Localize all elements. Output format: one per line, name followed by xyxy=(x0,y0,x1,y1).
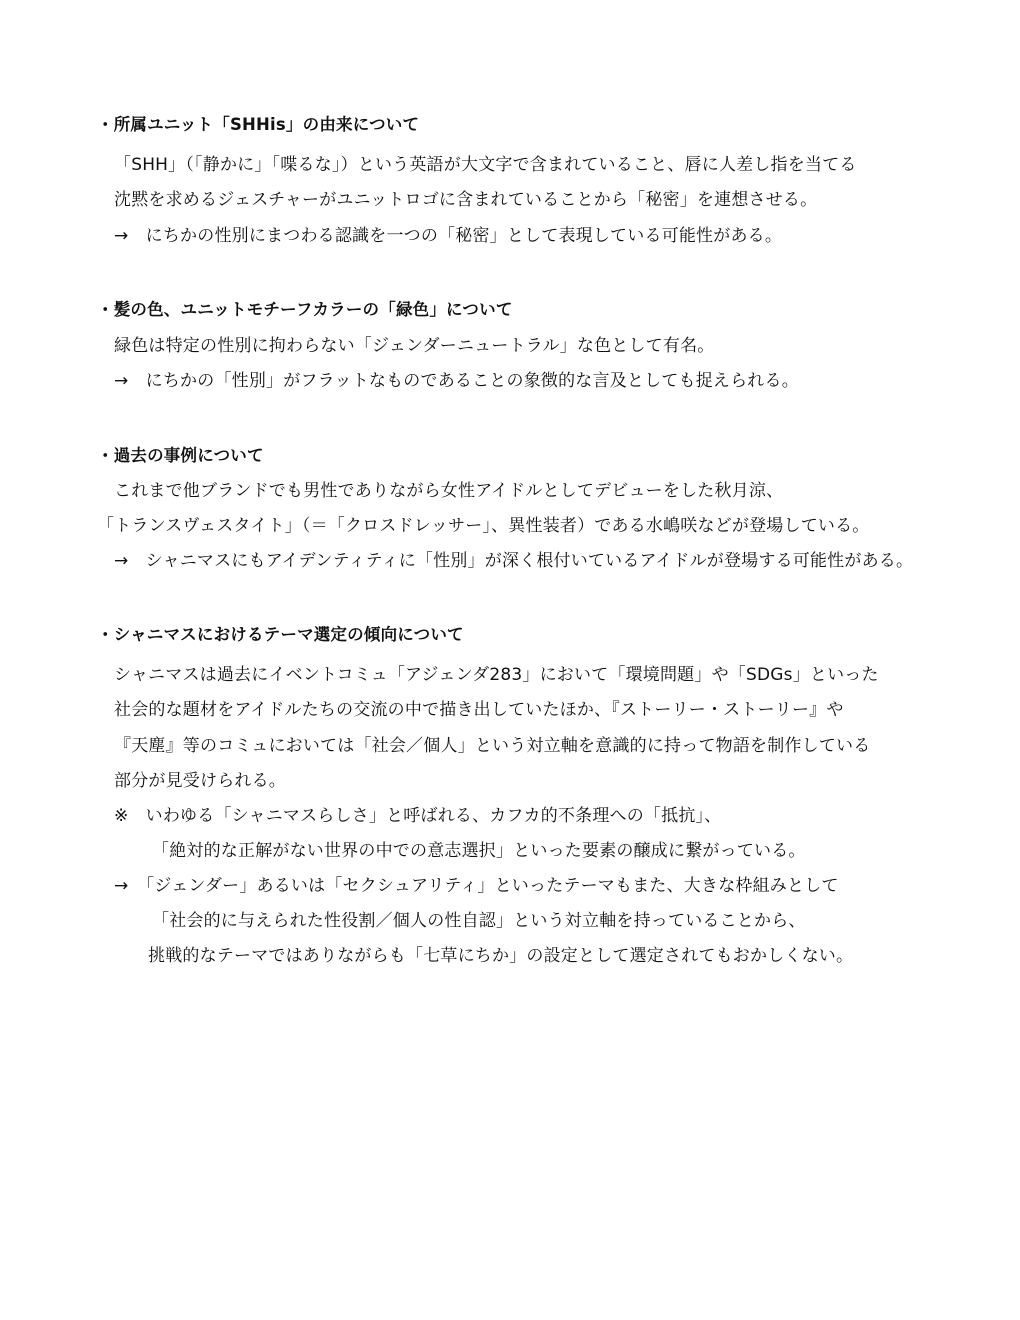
body-line: 「社会的に与えられた性役割／個人の性自認」という対立軸を持っていることから、 xyxy=(152,911,806,931)
body-line: ※ いわゆる「シャニマスらしさ」と呼ばれる、カフカ的不条理への「抵抗」、 xyxy=(114,806,722,826)
body-line: 「トランスヴェスタイト」（＝「クロスドレッサー」、異性装者）である水嶋咲などが登場している。 xyxy=(97,516,870,536)
body-line: 「SHH」（「静かに」「喋るな」）という英語が大文字で含まれていること、唇に人差し指を当てる xyxy=(114,155,857,175)
body-line: 社会的な題材をアイドルたちの交流の中で描き出していたほか、『ストーリー・ストーリー』や xyxy=(114,700,844,720)
body-line: 緑色は特定の性別に拘わらない「ジェンダーニュートラル」な色として有名。 xyxy=(114,336,715,356)
body-line: 『天塵』等のコミュにおいては「社会／個人」という対立軸を意識的に持って物語を制作している xyxy=(114,736,871,756)
body-line: 部分が見受けられる。 xyxy=(114,771,286,791)
body-line: → にちかの「性別」がフラットなものであることの象徴的な言及としても捉えられる。 xyxy=(114,371,799,391)
section-heading-shhis: ・所属ユニット「SHHis」の由来について xyxy=(97,115,420,134)
body-line: 「絶対的な正解がない世界の中での意志選択」といった要素の醸成に繋がっている。 xyxy=(152,841,806,861)
body-line: シャニマスは過去にイベントコミュ「アジェンダ283」において「環境問題」や「SDGs」といった xyxy=(114,665,879,685)
body-line: → にちかの性別にまつわる認識を一つの「秘密」として表現している可能性がある。 xyxy=(114,226,783,246)
body-line: → 「ジェンダー」あるいは「セクシュアリティ」といったテーマもまた、大きな枠組みとして xyxy=(114,876,839,896)
body-line: 挑戦的なテーマではありながらも「七草にちか」の設定として選定されてもおかしくない。 xyxy=(148,946,854,966)
section-heading-theme-selection: ・シャニマスにおけるテーマ選定の傾向について xyxy=(97,625,464,644)
body-line: 沈黙を求めるジェスチャーがユニットロゴに含まれていることから「秘密」を連想させる。 xyxy=(114,190,818,210)
section-heading-green: ・髪の色、ユニットモチーフカラーの「緑色」について xyxy=(97,300,513,319)
body-line: → シャニマスにもアイデンティティに「性別」が深く根付いているアイドルが登場する可能性がある。 xyxy=(114,551,914,571)
section-heading-past-cases: ・過去の事例について xyxy=(97,446,264,465)
body-line: これまで他ブランドでも男性でありながら女性アイドルとしてデビューをした秋月涼、 xyxy=(114,481,784,501)
